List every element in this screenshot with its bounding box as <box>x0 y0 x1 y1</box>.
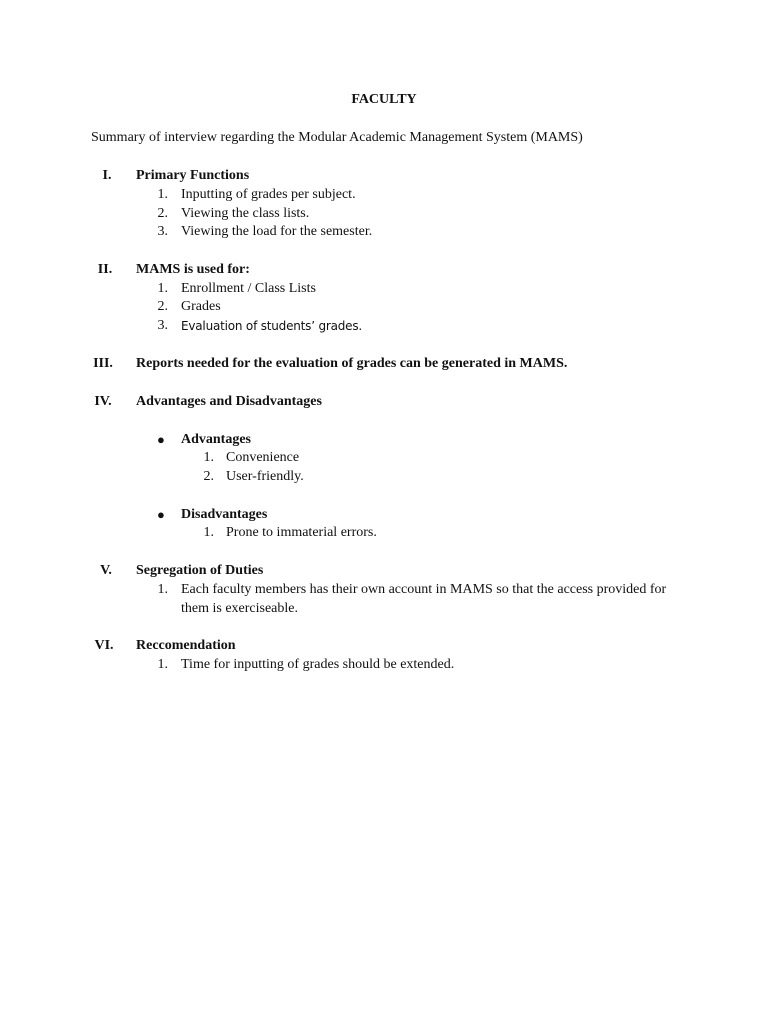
list-item: Time for inputting of grades should be extended. <box>181 657 455 672</box>
section-heading-2: MAMS is used for: <box>136 262 250 277</box>
list-item: Enrollment / Class Lists <box>181 281 316 296</box>
section-numeral-6: VI. <box>94 638 114 653</box>
section-numeral-5: V. <box>100 563 112 578</box>
section-numeral-3: III. <box>93 356 113 371</box>
section-numeral-1: I. <box>102 168 112 183</box>
list-item: Convenience <box>226 450 300 465</box>
bullet-icon: ● <box>157 432 165 447</box>
section-heading-1: Primary Functions <box>136 168 250 183</box>
list-item: Grades <box>181 299 221 314</box>
list-item: User-friendly. <box>226 469 304 484</box>
list-item: Inputting of grades per subject. <box>181 187 356 202</box>
section-heading-5: Segregation of Duties <box>136 563 264 578</box>
list-item: Prone to immaterial errors. <box>226 525 377 540</box>
section-heading-4: Advantages and Disadvantages <box>136 394 322 409</box>
list-item: Each faculty members has their own account in MAMS so that the access provided for <box>181 582 667 597</box>
section-heading-6: Reccomendation <box>136 638 236 653</box>
list-number: 2. <box>157 206 168 221</box>
list-number: 2. <box>157 299 168 314</box>
list-item: Evaluation of students’ grades. <box>181 319 363 333</box>
list-number: 1. <box>157 582 168 597</box>
list-number: 3. <box>157 318 168 333</box>
list-number: 1. <box>157 281 168 296</box>
list-number: 2. <box>203 469 214 484</box>
list-number: 1. <box>157 187 168 202</box>
list-item: Viewing the load for the semester. <box>181 224 373 239</box>
list-number: 1. <box>157 657 168 672</box>
list-item: Viewing the class lists. <box>181 206 310 221</box>
disadvantages-label: Disadvantages <box>181 507 268 522</box>
page-title: FACULTY <box>351 92 417 107</box>
list-number: 1. <box>203 525 214 540</box>
list-number: 1. <box>203 450 214 465</box>
bullet-icon: ● <box>157 507 165 522</box>
section-heading-3: Reports needed for the evaluation of grades can be generated in MAMS. <box>136 356 568 371</box>
section-numeral-2: II. <box>97 262 113 277</box>
list-item-continuation: them is exerciseable. <box>181 601 299 616</box>
list-number: 3. <box>157 224 168 239</box>
intro-text: Summary of interview regarding the Modular Academic Management System (MAMS) <box>91 130 583 145</box>
advantages-label: Advantages <box>181 432 252 447</box>
section-numeral-4: IV. <box>94 394 112 409</box>
